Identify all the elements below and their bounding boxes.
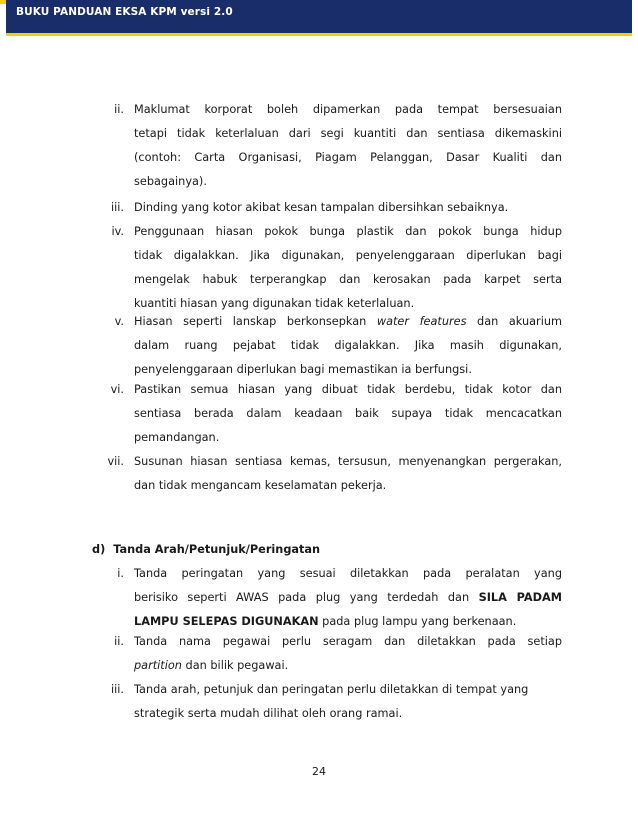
italic-term: water features xyxy=(376,315,467,328)
list-number: ii. xyxy=(114,635,124,648)
list-number: iii. xyxy=(110,201,124,214)
list-number: vii. xyxy=(107,455,124,468)
page-header xyxy=(0,0,638,40)
text-line: mengelak habuk terperangkap dan kerosakan pada karpet serta xyxy=(134,273,562,286)
list-number: iii. xyxy=(110,683,124,696)
text-fragment: dan bilik pegawai. xyxy=(181,659,289,672)
text-line: strategik serta mudah dilihat oleh orang ramai. xyxy=(134,707,403,720)
header-bar xyxy=(6,0,632,36)
list-number: vi. xyxy=(110,383,124,396)
list-number: ii. xyxy=(114,103,124,116)
text-line: Dinding yang kotor akibat kesan tampalan dibersihkan sebaiknya. xyxy=(134,201,509,214)
list-item-text xyxy=(134,678,562,726)
list-item-text xyxy=(134,98,562,194)
text-line: dan tidak mengancam keselamatan pekerja. xyxy=(134,479,387,492)
list-item-text xyxy=(134,630,562,678)
text-line xyxy=(134,586,562,610)
text-line: Pastikan semua hiasan yang dibuat tidak berdebu, tidak kotor dan xyxy=(134,383,562,396)
text-line xyxy=(134,654,562,678)
list-item-text xyxy=(134,310,562,382)
text-line: (contoh: Carta Organisasi, Piagam Pelanggan, Dasar Kualiti dan xyxy=(134,151,562,164)
list-number: v. xyxy=(114,315,124,328)
text-line: Tanda nama pegawai perlu seragam dan diletakkan pada setiap xyxy=(134,635,562,648)
text-line: Tanda arah, petunjuk dan peringatan perlu diletakkan di tempat yang xyxy=(134,683,529,696)
text-line: sentiasa berada dalam keadaan baik supaya tidak mencacatkan xyxy=(134,407,562,420)
list-item-text xyxy=(134,562,562,634)
text-line: penyelenggaraan diperlukan bagi memastikan ia berfungsi. xyxy=(134,363,472,376)
text-fragment: Hiasan seperti lanskap berkonsepkan xyxy=(134,315,377,328)
italic-term: partition xyxy=(134,659,182,672)
list-number: i. xyxy=(117,567,124,580)
section-label: d) xyxy=(92,543,106,556)
document-title: BUKU PANDUAN EKSA KPM versi 2.0 xyxy=(16,6,233,18)
text-line: tidak digalakkan. Jika digunakan, penyelenggaraan diperlukan bagi xyxy=(134,249,562,262)
header-accent-left xyxy=(0,0,6,4)
list-item-text xyxy=(134,220,562,316)
bold-term: SILA PADAM xyxy=(478,591,562,604)
text-fragment: pada plug lampu yang berkenaan. xyxy=(318,615,517,628)
text-line: kuantiti hiasan yang digunakan tidak keterlaluan. xyxy=(134,297,415,310)
text-line: tetapi tidak keterlaluan dari segi kuantiti dan sentiasa dikemaskini xyxy=(134,127,562,140)
section-title: Tanda Arah/Petunjuk/Peringatan xyxy=(113,543,321,556)
list-item-text xyxy=(134,378,562,450)
text-line: Penggunaan hiasan pokok bunga plastik dan pokok bunga hidup xyxy=(134,225,562,238)
list-item-text xyxy=(134,196,562,220)
text-fragment: berisiko seperti AWAS pada plug yang terdedah dan xyxy=(134,591,479,604)
bold-term: LAMPU SELEPAS DIGUNAKAN xyxy=(134,615,319,628)
page-number: 24 xyxy=(312,765,326,778)
list-item-text xyxy=(134,450,562,498)
section-heading xyxy=(92,538,320,562)
text-line: sebagainya). xyxy=(134,175,207,188)
text-fragment: dan akuarium xyxy=(466,315,562,328)
text-line: dalam ruang pejabat tidak digalakkan. Jika masih digunakan, xyxy=(134,339,562,352)
text-line: Maklumat korporat boleh dipamerkan pada tempat bersesuaian xyxy=(134,103,562,116)
text-line: Tanda peringatan yang sesuai diletakkan pada peralatan yang xyxy=(134,567,562,580)
text-line: pemandangan. xyxy=(134,431,220,444)
text-line xyxy=(134,310,562,334)
text-line: Susunan hiasan sentiasa kemas, tersusun, menyenangkan pergerakan, xyxy=(134,455,562,468)
list-number: iv. xyxy=(111,225,124,238)
